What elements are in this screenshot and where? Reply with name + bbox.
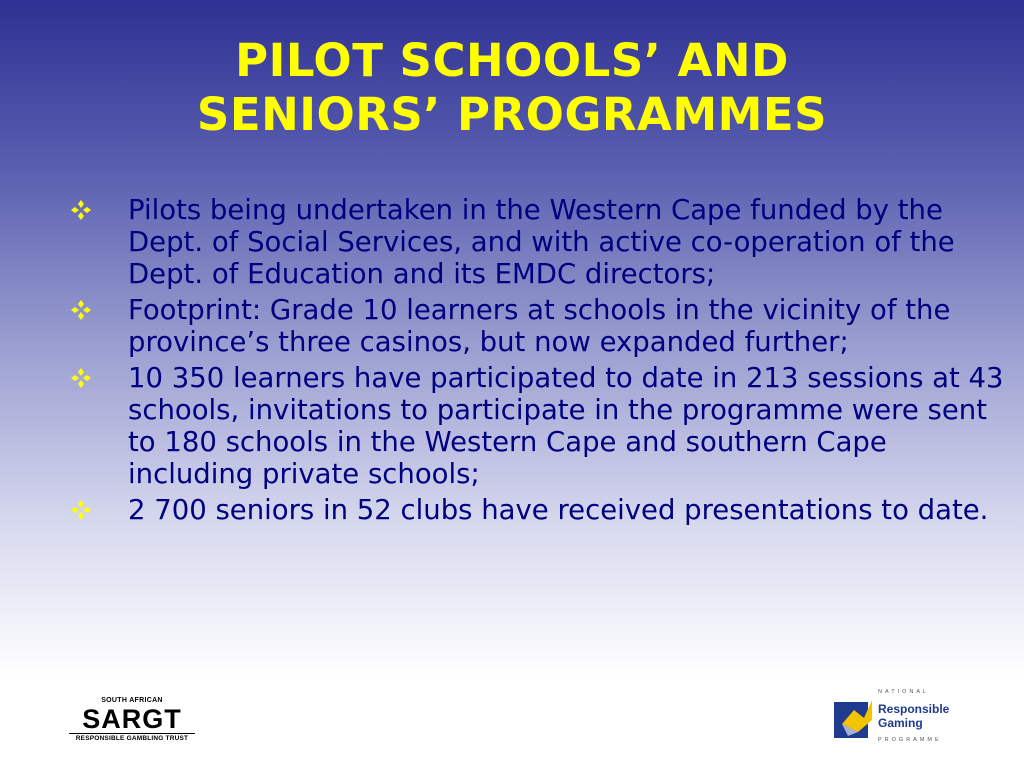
- slide-title: [0, 34, 1024, 142]
- bullet-text: Footprint: Grade 10 learners at schools in the vicinity of the province’s three casinos, but now expanded further;: [128, 294, 951, 358]
- nrg-logo-line2: Gaming: [878, 716, 923, 730]
- sargt-logo-bottom-text: RESPONSIBLE GAMBLING TRUST: [69, 733, 195, 743]
- bullet-text: 10 350 learners have participated to date in 213 sessions at 43 schools, invitations to participate in the programme were sent to 180 schools in the Western Cape and southern Cape including private schools;: [128, 362, 1004, 490]
- four-diamond-bullet-icon: [70, 367, 92, 389]
- bullet-text: 2 700 seniors in 52 clubs have received presentations to date.: [128, 494, 989, 526]
- title-line-1: PILOT SCHOOLS’ AND: [235, 34, 789, 87]
- four-diamond-bullet-icon: [70, 199, 92, 221]
- title-line-2: SENIORS’ PROGRAMMES: [196, 88, 828, 141]
- sargt-logo: [66, 694, 198, 744]
- bullet-item: [70, 362, 1010, 490]
- four-diamond-bullet-icon: [70, 499, 92, 521]
- four-diamond-bullet-icon: [70, 299, 92, 321]
- bullet-item: [70, 194, 1010, 290]
- responsible-gaming-logo: [832, 688, 950, 746]
- nrg-logo-line1: Responsible: [878, 702, 950, 716]
- bullet-text: Pilots being undertaken in the Western Cape funded by the Dept. of Social Services, and with active co-operation of the Dept. of Education and its EMDC directors;: [128, 194, 955, 290]
- bullet-item: [70, 294, 1010, 358]
- sargt-logo-main-text: SARGT: [82, 704, 182, 734]
- nrg-logo-bottom-text: PROGRAMME: [878, 737, 942, 743]
- responsible-gaming-mark-icon: [834, 696, 874, 738]
- bullet-list: [70, 194, 1010, 530]
- sargt-logo-top-text: SOUTH AFRICAN: [101, 697, 163, 704]
- bullet-item: [70, 494, 1010, 526]
- nrg-logo-top-text: NATIONAL: [878, 689, 930, 695]
